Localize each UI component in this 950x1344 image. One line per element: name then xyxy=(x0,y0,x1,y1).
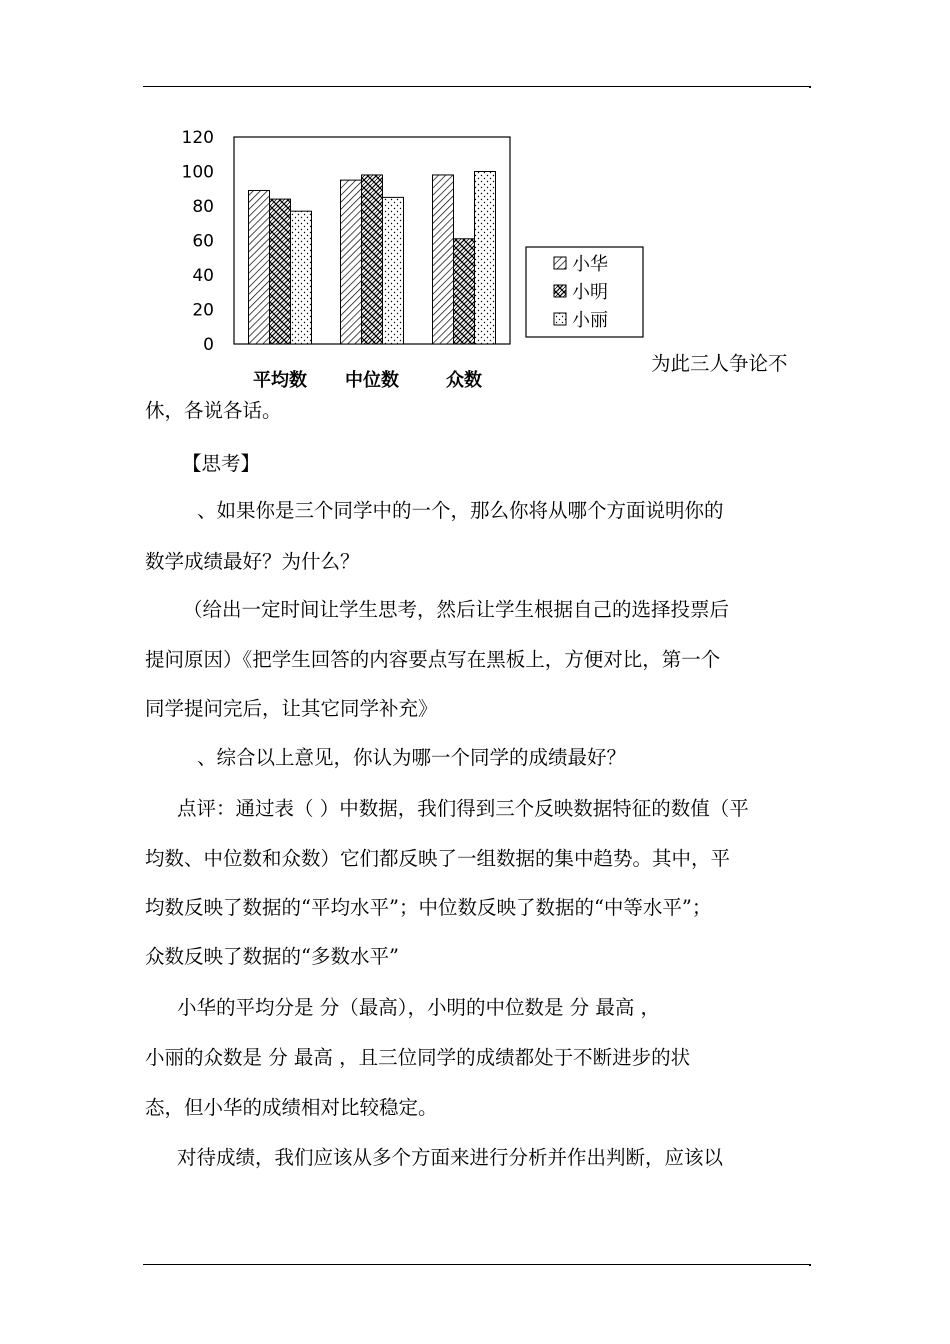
paragraph-line: 众数反映了数据的“多数水平” xyxy=(145,945,399,968)
chart-trailing-text: 为此三人争论不 xyxy=(651,352,788,375)
header-rule-mark xyxy=(809,86,811,88)
legend-swatch xyxy=(554,257,566,269)
paragraph-line: 小丽的众数是 分 最高 ，且三位同学的成绩都处于不断进步的状 xyxy=(145,1046,691,1069)
header-rule xyxy=(143,86,809,87)
plot-area xyxy=(234,137,510,344)
legend-swatch xyxy=(554,285,566,297)
bar-chart xyxy=(168,120,648,395)
footer-rule-mark xyxy=(809,1264,811,1266)
paragraph-line: 、如果你是三个同学中的一个，那么你将从哪个方面说明你的 xyxy=(197,499,724,522)
section-heading: 【思考】 xyxy=(182,452,261,475)
y-tick-label: 40 xyxy=(192,266,214,286)
paragraph-line: 同学提问完后，让其它同学补充》 xyxy=(145,697,438,720)
y-tick-label: 60 xyxy=(192,231,214,252)
legend-label: 小华 xyxy=(572,254,608,275)
paragraph-line: 均数反映了数据的“平均水平”；中位数反映了数据的“中等水平”； xyxy=(145,896,712,919)
legend xyxy=(526,247,643,337)
paragraph-line: 小华的平均分是 分（最高），小明的中位数是 分 最高 ， xyxy=(177,996,661,1019)
y-tick-label: 120 xyxy=(181,128,214,148)
x-tick-label: 众数 xyxy=(446,370,482,391)
paragraph-line: 对待成绩，我们应该从多个方面来进行分析并作出判断，应该以 xyxy=(177,1146,724,1169)
bar xyxy=(291,211,312,344)
bar xyxy=(249,190,270,344)
paragraph-line: （给出一定时间让学生思考，然后让学生根据自己的选择投票后 xyxy=(183,598,730,621)
x-axis xyxy=(253,369,482,391)
y-axis xyxy=(182,128,214,355)
paragraph-line: 点评：通过表（ ）中数据，我们得到三个反映数据特征的数值（平 xyxy=(177,797,749,820)
paragraph-line: 休，各说各话。 xyxy=(145,399,282,422)
x-tick-label: 中位数 xyxy=(345,370,399,391)
bar xyxy=(475,172,496,345)
bar xyxy=(383,197,404,344)
y-tick-label: 80 xyxy=(192,197,214,217)
legend-label: 小丽 xyxy=(572,310,608,331)
y-tick-label: 100 xyxy=(181,162,214,183)
bar xyxy=(270,199,291,344)
bar xyxy=(362,175,383,344)
paragraph-line: 提问原因）《把学生回答的内容要点写在黑板上，方便对比，第一个 xyxy=(145,648,721,671)
legend-label: 小明 xyxy=(572,282,608,303)
paragraph-line: 态，但小华的成绩相对比较稳定。 xyxy=(145,1096,438,1119)
paragraph-line: 数学成绩最好？为什么？ xyxy=(145,550,360,573)
bar xyxy=(341,180,362,344)
bar xyxy=(454,239,475,344)
x-tick-label: 平均数 xyxy=(253,370,307,391)
y-tick-label: 20 xyxy=(192,300,214,321)
paragraph-line: 、综合以上意见，你认为哪一个同学的成绩最好？ xyxy=(197,746,627,769)
paragraph-line: 均数、中位数和众数）它们都反映了一组数据的集中趋势。其中，平 xyxy=(145,847,731,870)
legend-swatch xyxy=(554,313,566,325)
bar xyxy=(433,175,454,344)
y-tick-label: 0 xyxy=(203,335,214,355)
footer-rule xyxy=(143,1264,809,1265)
